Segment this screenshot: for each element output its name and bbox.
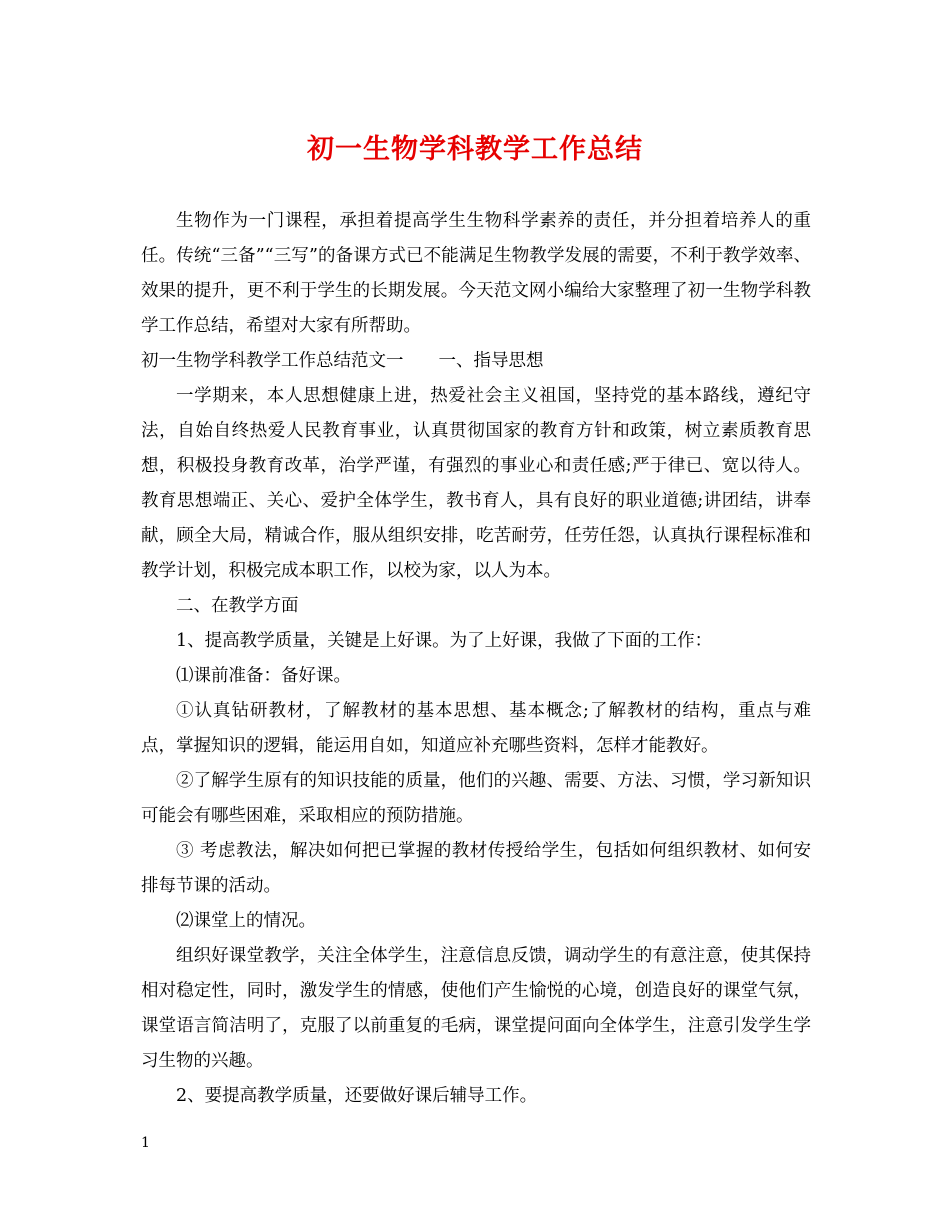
paragraph: ②了解学生原有的知识技能的质量，他们的兴趣、需要、方法、习惯，学习新知识可能会有哪些困难，采取相应的预防措施。 — [141, 771, 811, 826]
paragraph: 组织好课堂教学，关注全体学生，注意信息反馈，调动学生的有意注意，使其保持相对稳定性，同时，激发学生的情感，使他们产生愉悦的心境，创造良好的课堂气氛，课堂语言简洁明了，克服了以前重复的毛病，课堂提问面向全体学生，注意引发学生学习生物的兴趣。 — [141, 946, 811, 1071]
document-title: 初一生物学科教学工作总结 — [307, 134, 643, 165]
paragraph: 2、要提高教学质量，还要做好课后辅导工作。 — [176, 1086, 538, 1106]
document-body — [141, 204, 811, 1114]
paragraph: 生物作为一门课程，承担着提高学生生物科学素养的责任，并分担着培养人的重任。传统“三备”“三写”的备课方式已不能满足生物教学发展的需要，不利于教学效率、效果的提升，更不利于学生的长期发展。今天范文网小编给大家整理了初一生物学科教学工作总结，希望对大家有所帮助。 — [141, 211, 811, 336]
paragraph: ⑵课堂上的情况。 — [176, 911, 316, 931]
paragraph: ①认真钻研教材，了解教材的基本思想、基本概念;了解教材的结构，重点与难点，掌握知识的逻辑，能运用自如，知道应补充哪些资料，怎样才能教好。 — [141, 701, 811, 756]
paragraph: 1、提高教学质量，关键是上好课。为了上好课，我做了下面的工作： — [176, 631, 713, 651]
section-heading: 二、在教学方面 — [176, 596, 299, 616]
section-heading: 初一生物学科教学工作总结范文一 一、指导思想 — [141, 351, 544, 371]
page-number: 1 — [141, 1135, 150, 1151]
paragraph: ③ 考虑教法，解决如何把已掌握的教材传授给学生，包括如何组织教材、如何安排每节课的活动。 — [141, 841, 811, 896]
paragraph: 一学期来，本人思想健康上进，热爱社会主义祖国，坚持党的基本路线，遵纪守法，自始自终热爱人民教育事业，认真贯彻国家的教育方针和政策，树立素质教育思想，积极投身教育改革，治学严谨，有强烈的事业心和责任感;严于律已、宽以待人。教育思想端正、关心、爱护全体学生，教书育人，具有良好的职业道德;讲团结，讲奉献，顾全大局，精诚合作，服从组织安排，吃苦耐劳，任劳任怨，认真执行课程标准和教学计划，积极完成本职工作，以校为家，以人为本。 — [141, 386, 811, 581]
paragraph: ⑴课前准备：备好课。 — [176, 666, 351, 686]
